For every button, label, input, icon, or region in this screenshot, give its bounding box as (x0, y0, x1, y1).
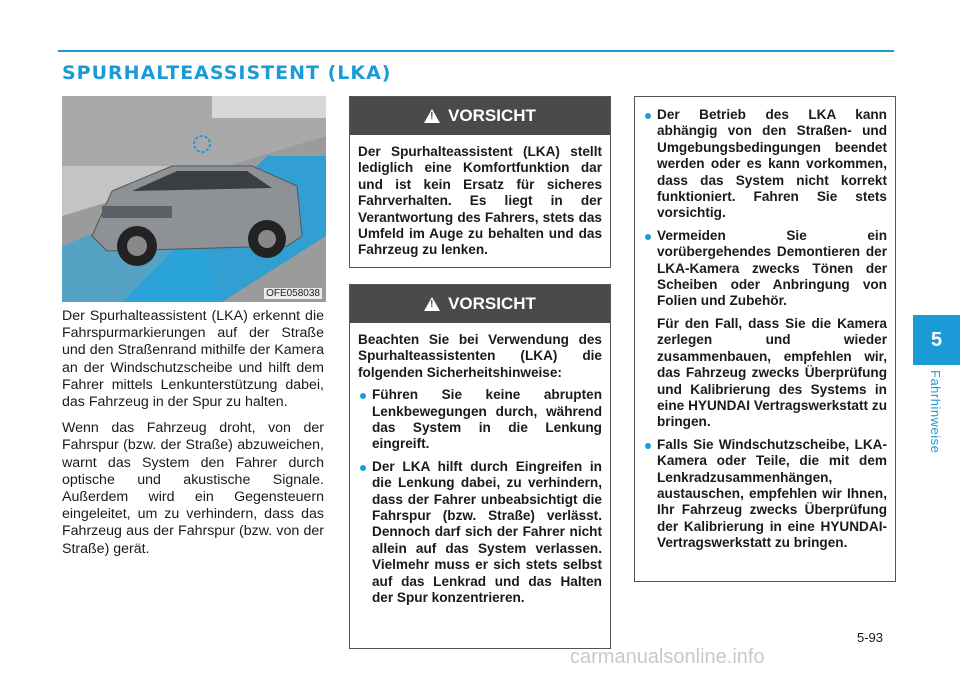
chapter-label: Fahrhinweise (928, 370, 943, 454)
body-paragraph-2: Wenn das Fahrzeug droht, von der Fahrspur (bzw. der Straße) abzuweichen, warnt das System den Fahrer durch optische und akustische Signale. Außerdem wird ein Gegensteuern eingeleitet, um zu verhindern, dass das Fahrzeug aus der Fahrspur (bzw. von der Straße) gerät. (62, 420, 324, 557)
caution-title-2: VORSICHT (448, 294, 536, 313)
body-paragraph-1: Der Spurhalteassistent (LKA) erkennt die Fahrspurmarkierungen auf der Straße und den Straßenrand mithilfe der Kamera an der Windschutzscheibe und hilft dem Fahrer mittels Lenkunterstützung dabei, das Fahrzeug in der Spur zu halten. (62, 308, 324, 411)
list-item: Führen Sie keine abrupten Lenkbewegungen durch, während das System in die Lenkung eingreift. (358, 387, 602, 453)
list-item: Vermeiden Sie ein vorübergehendes Demontieren der LKA-Kamera zwecks Tönen der Scheiben oder Anbringung von Folien und Zubehör. (643, 228, 887, 310)
caution-content-1 (350, 135, 610, 271)
car-lane-image (62, 96, 326, 302)
figure-code: OFE058038 (266, 288, 320, 299)
chapter-tab: 5 (913, 315, 960, 365)
caution-title-1: VORSICHT (448, 106, 536, 125)
body-text (62, 308, 324, 567)
lka-illustration (62, 96, 326, 302)
caution-box-2 (349, 284, 611, 649)
top-rule (58, 50, 894, 52)
warning-triangle-icon (424, 109, 440, 123)
notice-sub-paragraph: Für den Fall, dass Sie die Kamera zerlegen und wieder zusammenbauen, empfehlen wir, das Fahrzeug zwecks Überprüfung und Kalibrierung des Systems in eine HYUNDAI Vertragswerkstatt zu bringen. (657, 315, 887, 430)
notice-content (635, 97, 895, 564)
caution-header-1 (350, 97, 610, 135)
notice-box-right (634, 96, 896, 582)
list-item: Der Betrieb des LKA kann abhängig von den Straßen- und Umgebungsbedingungen beendet werden oder es kann vorkommen, dass das System nicht korrekt funktioniert. Fahren Sie stets vorsichtig. (643, 107, 887, 222)
caution-content-2 (350, 323, 610, 619)
notice-bullets (643, 107, 887, 310)
page-number: 5-93 (857, 630, 884, 645)
caution-header-2 (350, 285, 610, 323)
caution-box-1 (349, 96, 611, 268)
caution-bullets-2 (358, 387, 602, 606)
caution-text-1: Der Spurhalteassistent (LKA) stellt lediglich eine Komfortfunktion dar und ist kein Ersatz für sicheres Fahrverhalten. Es liegt in der Verantwortung des Fahrers, stets das Umfeld im Auge zu behalten und das Fahrzeug zu lenken. (358, 144, 602, 258)
watermark-footer: carmanualsonline.info (570, 646, 765, 668)
caution-intro-2: Beachten Sie bei Verwendung des Spurhalteassistenten (LKA) die folgenden Sicherheitshinweise: (358, 332, 602, 380)
list-item: Der LKA hilft durch Eingreifen in die Lenkung dabei, zu verhindern, dass der Fahrer unbeabsichtigt die Fahrspur (bzw. Straße) verlässt. Dennoch darf sich der Fahrer nicht allein auf das System verlassen. Vielmehr muss er sich stets selbst auf das Lenkrad und das Halten der Spur konzentrieren. (358, 459, 602, 607)
list-item: Falls Sie Windschutzscheibe, LKA-Kamera oder Teile, die mit dem Lenkradzusammenhängen, austauschen, empfehlen wir Ihnen, Ihr Fahrzeug zwecks Überprüfung der Kalibrierung in eine HYUNDAI-Vertragswerkstatt zu bringen. (643, 437, 887, 552)
section-title: SPURHALTEASSISTENT (LKA) (62, 62, 392, 84)
warning-triangle-icon (424, 297, 440, 311)
notice-bullets-2 (643, 437, 887, 552)
